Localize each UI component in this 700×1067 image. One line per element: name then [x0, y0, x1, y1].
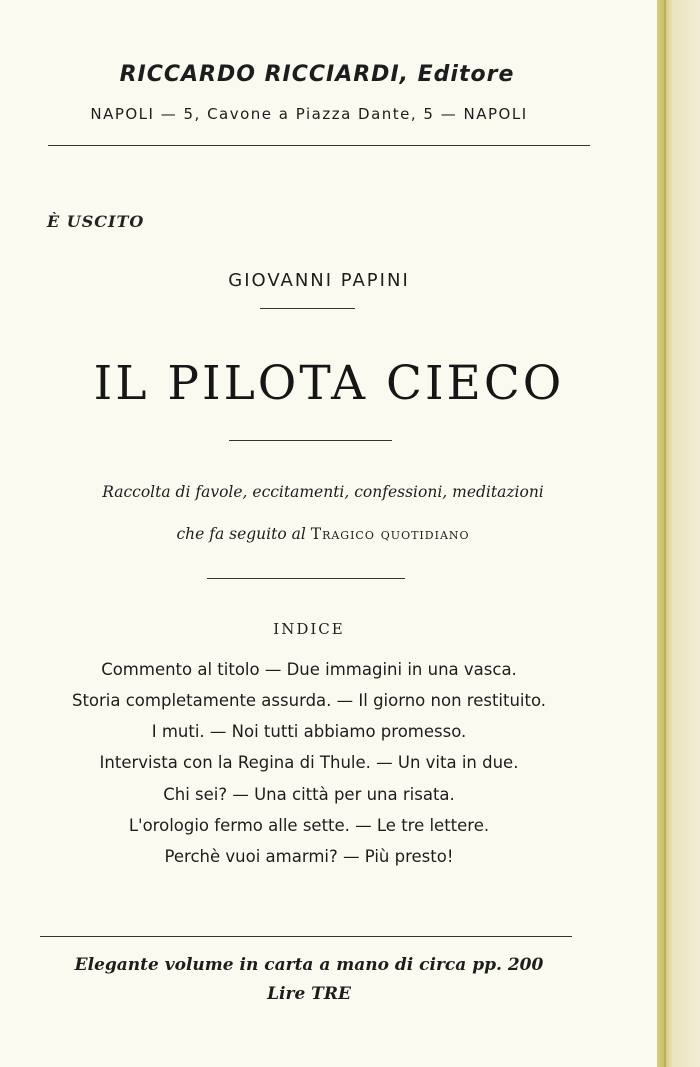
book-subtitle: Raccolta di favole, eccitamenti, confessioni, meditazioni [102, 483, 544, 501]
gutter-edge [664, 0, 666, 1067]
header-rule [48, 145, 590, 146]
index-item: Perchè vuoi amarmi? — Più presto! [164, 847, 454, 866]
index-item: Intervista con la Regina di Thule. — Un vita in due. [99, 753, 519, 772]
title-rule [229, 440, 392, 441]
index-heading: INDICE [273, 620, 345, 638]
subtitle-prefix: che fa seguito al [176, 525, 306, 543]
footer-price: Lire TRE [267, 984, 351, 1004]
publisher-address: NAPOLI — 5, Cavone a Piazza Dante, 5 — NAPOLI [90, 105, 528, 123]
index-item: Storia completamente assurda. — Il giorno non restituito. [71, 691, 547, 710]
book-title: IL PILOTA CIECO [93, 356, 565, 411]
author-rule [260, 308, 355, 309]
index-item: Chi sei? — Una città per una risata. [163, 785, 455, 804]
publisher-name: RICCARDO RICCIARDI, Editore [119, 62, 515, 87]
index-item: L'orologio fermo alle sette. — Le tre lettere. [128, 816, 490, 835]
footer-rule [40, 936, 572, 937]
book-subtitle-continued [14, 525, 632, 543]
subtitle-rule [207, 578, 405, 579]
footer-description: Elegante volume in carta a mano di circa pp. 200 [74, 955, 544, 975]
author-name: GIOVANNI PAPINI [228, 270, 410, 291]
index-item: I muti. — Noi tutti abbiamo promesso. [151, 722, 467, 741]
index-item: Commento al titolo — Due immagini in una vasca. [101, 660, 517, 679]
subtitle-work: Tragico quotidiano [310, 525, 470, 543]
announcement-label: È USCITO [47, 212, 145, 231]
